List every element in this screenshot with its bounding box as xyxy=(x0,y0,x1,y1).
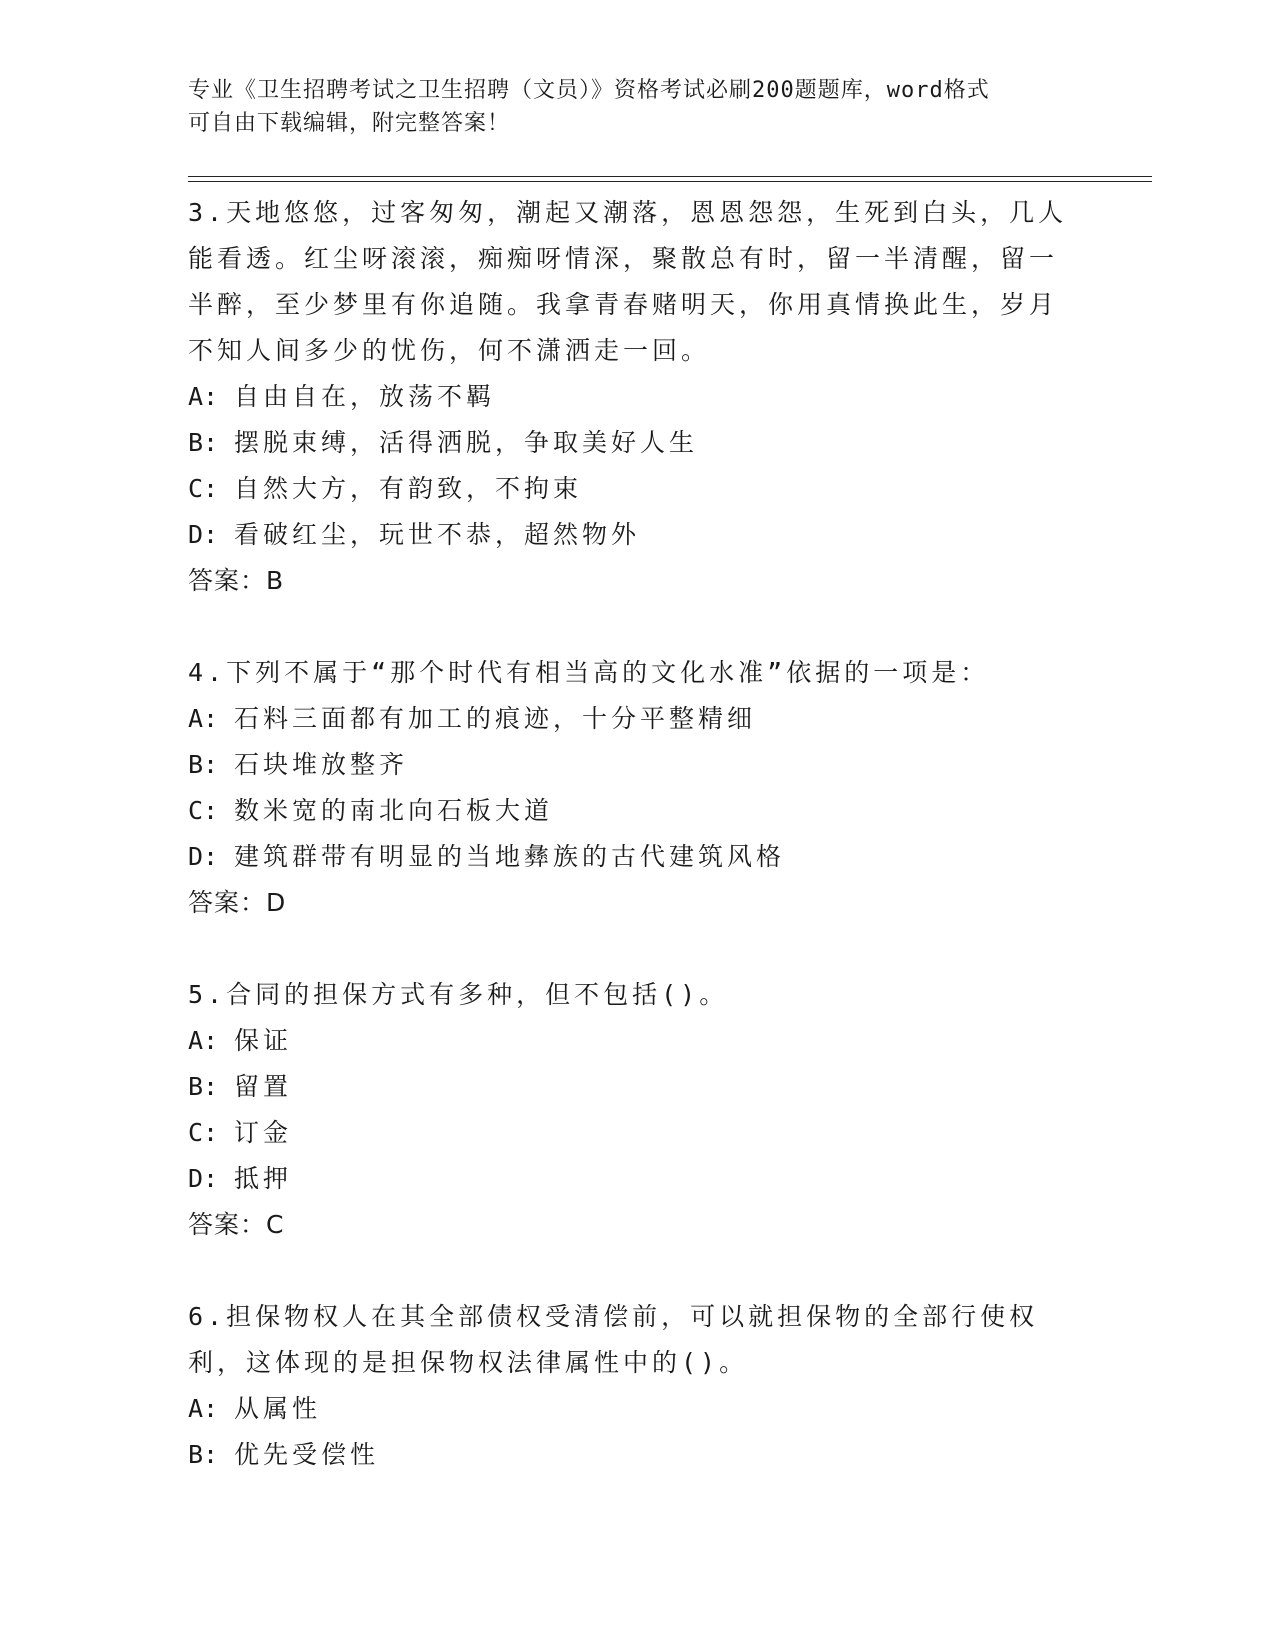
option-text: 保证 xyxy=(234,1026,293,1055)
document-header xyxy=(188,74,1068,140)
option-text: 数米宽的南北向石板大道 xyxy=(234,796,554,825)
option-c xyxy=(188,788,1068,834)
option-d xyxy=(188,834,1068,880)
option-letter: A: xyxy=(188,704,219,733)
option-c xyxy=(188,466,1068,512)
option-letter: A: xyxy=(188,1026,219,1055)
option-text: 石块堆放整齐 xyxy=(234,750,409,779)
question-text: 6.担保物权人在其全部债权受清偿前，可以就担保物的全部行使权利，这体现的是担保物权法律属性中的()。 xyxy=(188,1302,1039,1377)
option-letter: D: xyxy=(188,520,219,549)
option-c xyxy=(188,1110,1068,1156)
answer-line: 答案：D xyxy=(188,888,287,917)
option-text: 摆脱束缚，活得洒脱，争取美好人生 xyxy=(234,428,699,457)
option-letter: D: xyxy=(188,1164,219,1193)
option-text: 抵押 xyxy=(234,1164,293,1193)
option-letter: D: xyxy=(188,842,219,871)
option-text: 订金 xyxy=(234,1118,293,1147)
option-letter: A: xyxy=(188,1394,219,1423)
option-text: 建筑群带有明显的当地彝族的古代建筑风格 xyxy=(234,842,786,871)
option-letter: B: xyxy=(188,1440,219,1469)
question-list xyxy=(188,190,1068,1524)
option-b xyxy=(188,742,1068,788)
question-5 xyxy=(188,972,1068,1248)
option-letter: A: xyxy=(188,382,219,411)
header-title-line-1: 专业《卫生招聘考试之卫生招聘（文员）》资格考试必刷200题题库，word格式 xyxy=(188,78,990,103)
answer-line: 答案：C xyxy=(188,1210,285,1239)
header-title-line-2: 可自由下载编辑，附完整答案！ xyxy=(188,111,511,136)
option-text: 石料三面都有加工的痕迹，十分平整精细 xyxy=(234,704,757,733)
option-letter: C: xyxy=(188,1118,219,1147)
option-text: 自然大方，有韵致，不拘束 xyxy=(234,474,583,503)
option-a xyxy=(188,374,1068,420)
question-4 xyxy=(188,650,1068,926)
option-text: 优先受偿性 xyxy=(234,1440,380,1469)
option-text: 留置 xyxy=(234,1072,293,1101)
option-a xyxy=(188,696,1068,742)
option-d xyxy=(188,512,1068,558)
header-divider-bottom xyxy=(188,181,1152,182)
question-text: 4.下列不属于“那个时代有相当高的文化水准”依据的一项是： xyxy=(188,658,990,687)
header-divider-top xyxy=(188,176,1152,177)
option-letter: C: xyxy=(188,474,219,503)
question-text: 3.天地悠悠，过客匆匆，潮起又潮落，恩恩怨怨，生死到白头，几人能看透。红尘呀滚滚，痴痴呀情深，聚散总有时，留一半清醒，留一半醉，至少梦里有你追随。我拿青春赌明天，你用真情换此生，岁月不知人间多少的忧伤，何不潇洒走一回。 xyxy=(188,198,1068,365)
option-text: 自由自在，放荡不羁 xyxy=(234,382,496,411)
option-text: 从属性 xyxy=(234,1394,322,1423)
option-letter: B: xyxy=(188,750,219,779)
option-text: 看破红尘，玩世不恭，超然物外 xyxy=(234,520,641,549)
option-letter: C: xyxy=(188,796,219,825)
option-d xyxy=(188,1156,1068,1202)
option-b xyxy=(188,1064,1068,1110)
option-a xyxy=(188,1018,1068,1064)
option-b xyxy=(188,420,1068,466)
question-6 xyxy=(188,1294,1068,1478)
option-a xyxy=(188,1386,1068,1432)
question-3 xyxy=(188,190,1068,604)
option-b xyxy=(188,1432,1068,1478)
option-letter: B: xyxy=(188,428,219,457)
option-letter: B: xyxy=(188,1072,219,1101)
question-text: 5.合同的担保方式有多种，但不包括()。 xyxy=(188,980,729,1009)
answer-line: 答案：B xyxy=(188,566,285,595)
